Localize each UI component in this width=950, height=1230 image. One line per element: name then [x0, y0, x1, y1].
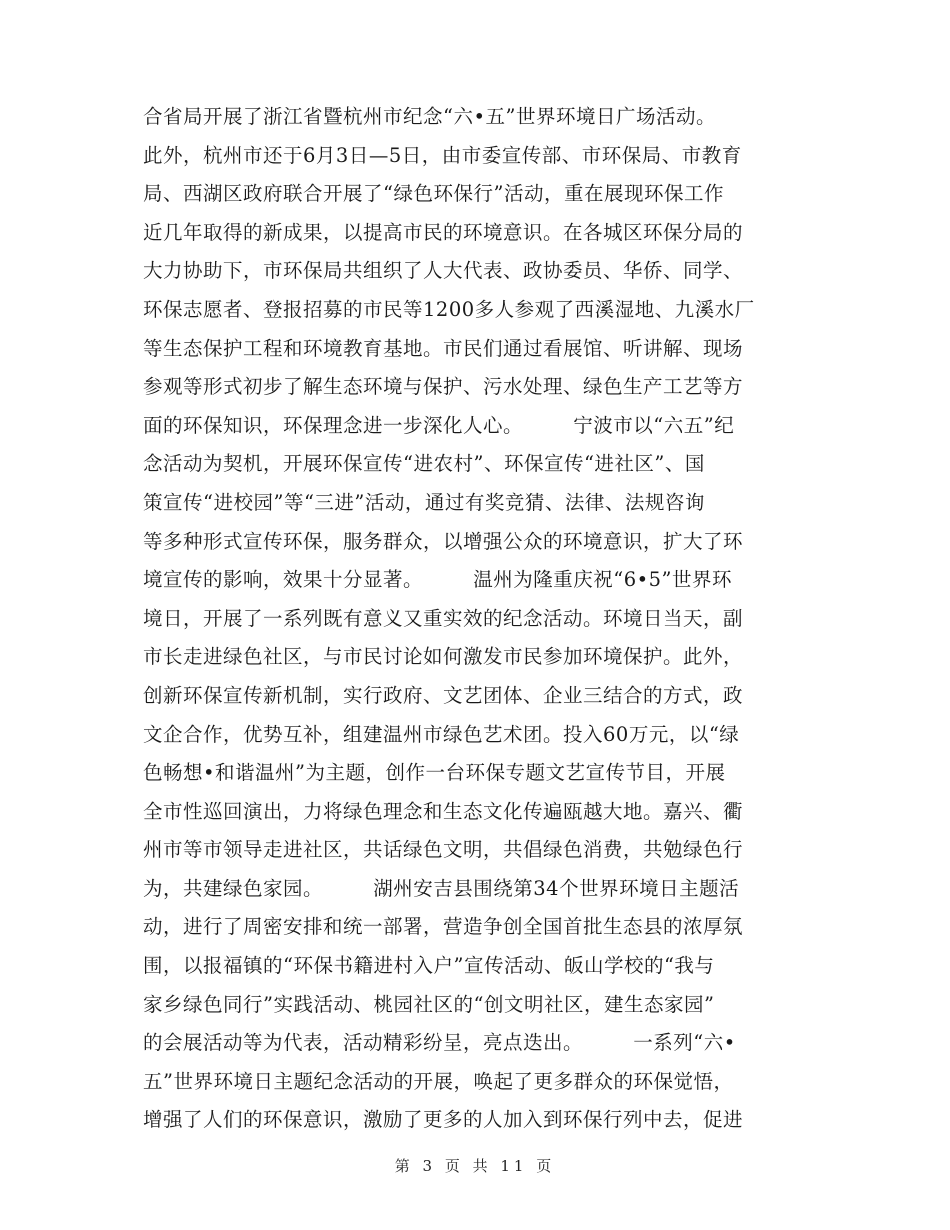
text-line: 色畅想•和谐温州”为主题，创作一台环保专题文艺宣传节目，开展: [143, 761, 726, 785]
text-line: 州市等市领导走进社区，共话绿色文明，共倡绿色消费，共勉绿色行: [143, 838, 744, 862]
text-line: 此外，杭州市还于6月3日—5日，由市委宣传部、市环保局、市教育: [143, 143, 742, 167]
text-line: 等多种形式宣传环保，服务群众，以增强公众的环境意识，扩大了环: [143, 529, 744, 553]
text-line: 为，共建绿色家园。 湖州安吉县围绕第34个世界环境日主题活: [143, 876, 740, 900]
text-line: 家乡绿色同行”实践活动、桃园社区的“创文明社区，建生态家园”: [143, 992, 715, 1016]
text-line: 局、西湖区政府联合开展了“绿色环保行”活动，重在展现环保工作: [143, 182, 724, 206]
text-line: 策宣传“进校园”等“三进”活动，通过有奖竞猜、法律、法规咨询: [143, 490, 705, 514]
text-line: 近几年取得的新成果，以提高市民的环境意识。在各城区环保分局的: [143, 220, 744, 244]
text-line: 文企合作，优势互补，组建温州市绿色艺术团。投入60万元，以“绿: [143, 722, 740, 746]
text-line: 增强了人们的环保意识，激励了更多的人加入到环保行列中去，促进: [143, 1108, 744, 1132]
text-line: 全市性巡回演出，力将绿色理念和生态文化传遍瓯越大地。嘉兴、衢: [143, 799, 744, 823]
text-line: 围，以报福镇的“环保书籍进村入户”宣传活动、皈山学校的“我与: [143, 954, 715, 978]
text-line: 念活动为契机，开展环保宣传“进农村”、环保宣传“进社区”、国: [143, 452, 705, 476]
text-line: 动，进行了周密安排和统一部署，营造争创全国首批生态县的浓厚氛: [143, 915, 744, 939]
text-line: 创新环保宣传新机制，实行政府、文艺团体、企业三结合的方式，政: [143, 683, 744, 707]
text-line: 市长走进绿色社区，与市民讨论如何激发市民参加环境保护。此外，: [143, 645, 744, 669]
text-line: 境日，开展了一系列既有意义又重实效的纪念活动。环境日当天，副: [143, 606, 744, 630]
text-line: 五”世界环境日主题纪念活动的开展，唤起了更多群众的环保觉悟，: [143, 1069, 734, 1093]
text-line: 大力协助下，市环保局共组织了人大代表、政协委员、华侨、同学、: [143, 259, 744, 283]
text-line: 合省局开展了浙江省暨杭州市纪念“六•五”世界环境日广场活动。: [143, 105, 716, 128]
text-line: 面的环保知识，环保理念进一步深化人心。 宁波市以“六五”纪: [143, 413, 735, 437]
text-line: 境宣传的影响，效果十分显著。 温州为隆重庆祝“6•5”世界环: [143, 568, 733, 592]
page-number-footer: 第 3 页 共 11 页: [394, 1157, 556, 1175]
text-line: 的会展活动等为代表，活动精彩纷呈，亮点迭出。 一系列“六•: [143, 1031, 736, 1055]
text-line: 参观等形式初步了解生态环境与保护、污水处理、绿色生产工艺等方: [143, 375, 744, 399]
text-line: 环保志愿者、登报招募的市民等1200多人参观了西溪湿地、九溪水厂: [143, 297, 755, 321]
text-line: 等生态保护工程和环境教育基地。市民们通过看展馆、听讲解、现场: [143, 336, 744, 360]
body-text: [143, 98, 808, 1140]
